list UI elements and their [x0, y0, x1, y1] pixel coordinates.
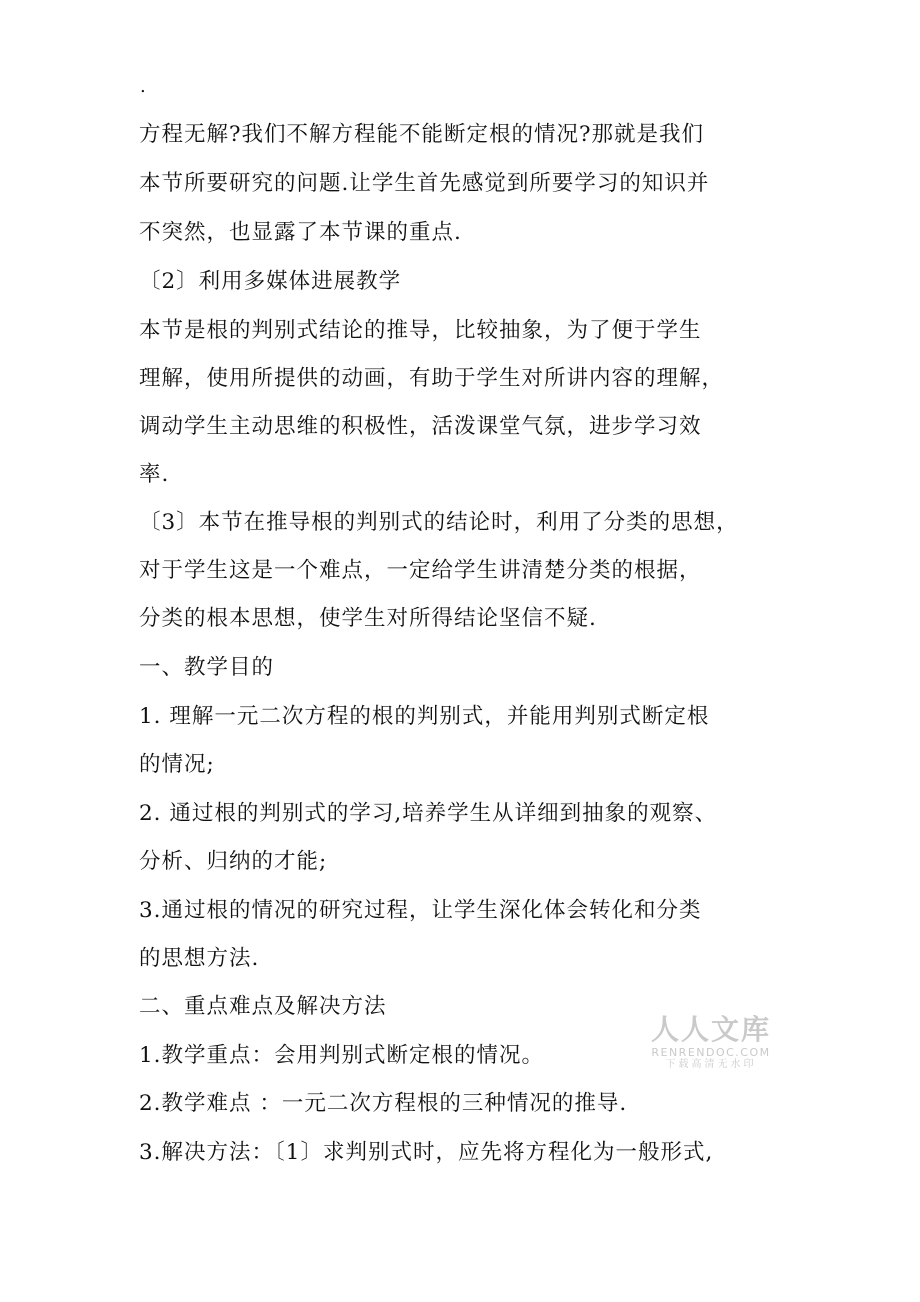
text-line-17: 3.通过根的情况的研究过程，让学生深化体会转化和分类	[139, 898, 702, 923]
text-line-9: 〔3〕本节在推导根的判别式的结论时，利用了分类的思想，	[139, 510, 739, 535]
text-line-20: 1.教学重点：会用判别式断定根的情况。	[139, 1043, 545, 1068]
watermark-title: 人人文库	[650, 1013, 771, 1046]
text-line-7: 调动学生主动思维的积极性，活泼课堂气氛，进步学习效	[139, 414, 702, 439]
watermark-url: RENRENDOC.COM	[651, 1046, 771, 1059]
text-line-21: 2.教学难点 ：一元二次方程根的三种情况的推导.	[139, 1091, 628, 1116]
section-heading-objectives: 一、教学目的	[139, 655, 275, 680]
text-line-3: 不突然，也显露了本节课的重点.	[139, 220, 462, 245]
text-line-22: 3.解决方法：〔1〕求判别式时，应先将方程化为一般形式,	[139, 1140, 714, 1165]
text-line-1: 方程无解?我们不解方程能不能断定根的情况?那就是我们	[139, 122, 705, 147]
watermark-subtitle: 下载高清无水印	[665, 1059, 757, 1070]
text-line-15: 2. 通过根的判别式的学习,培养学生从详细到抽象的观察、	[139, 801, 718, 826]
text-line-16: 分析、归纳的才能;	[139, 849, 328, 874]
watermark-logo	[648, 1014, 774, 1071]
text-line-4: 〔2〕利用多媒体进展教学	[139, 269, 402, 294]
text-line-5: 本节是根的判别式结论的推导，比较抽象，为了便于学生	[139, 318, 702, 343]
text-line-8: 率.	[139, 462, 170, 487]
text-line-10: 对于学生这是一个难点，一定给学生讲清楚分类的根据，	[139, 558, 702, 583]
text-line-14: 的情况;	[139, 752, 215, 777]
text-line-13: 1. 理解一元二次方程的根的判别式，并能用判别式断定根	[139, 704, 710, 729]
text-line-18: 的思想方法.	[139, 946, 260, 971]
text-line-11: 分类的根本思想，使学生对所得结论坚信不疑.	[139, 606, 597, 631]
text-line-2: 本节所要研究的问题.让学生首先感觉到所要学习的知识并	[139, 171, 710, 196]
page-marker: .	[140, 76, 146, 97]
section-heading-key-points: 二、重点难点及解决方法	[139, 994, 387, 1019]
text-line-6: 理解，使用所提供的动画，有助于学生对所讲内容的理解，	[139, 366, 725, 391]
